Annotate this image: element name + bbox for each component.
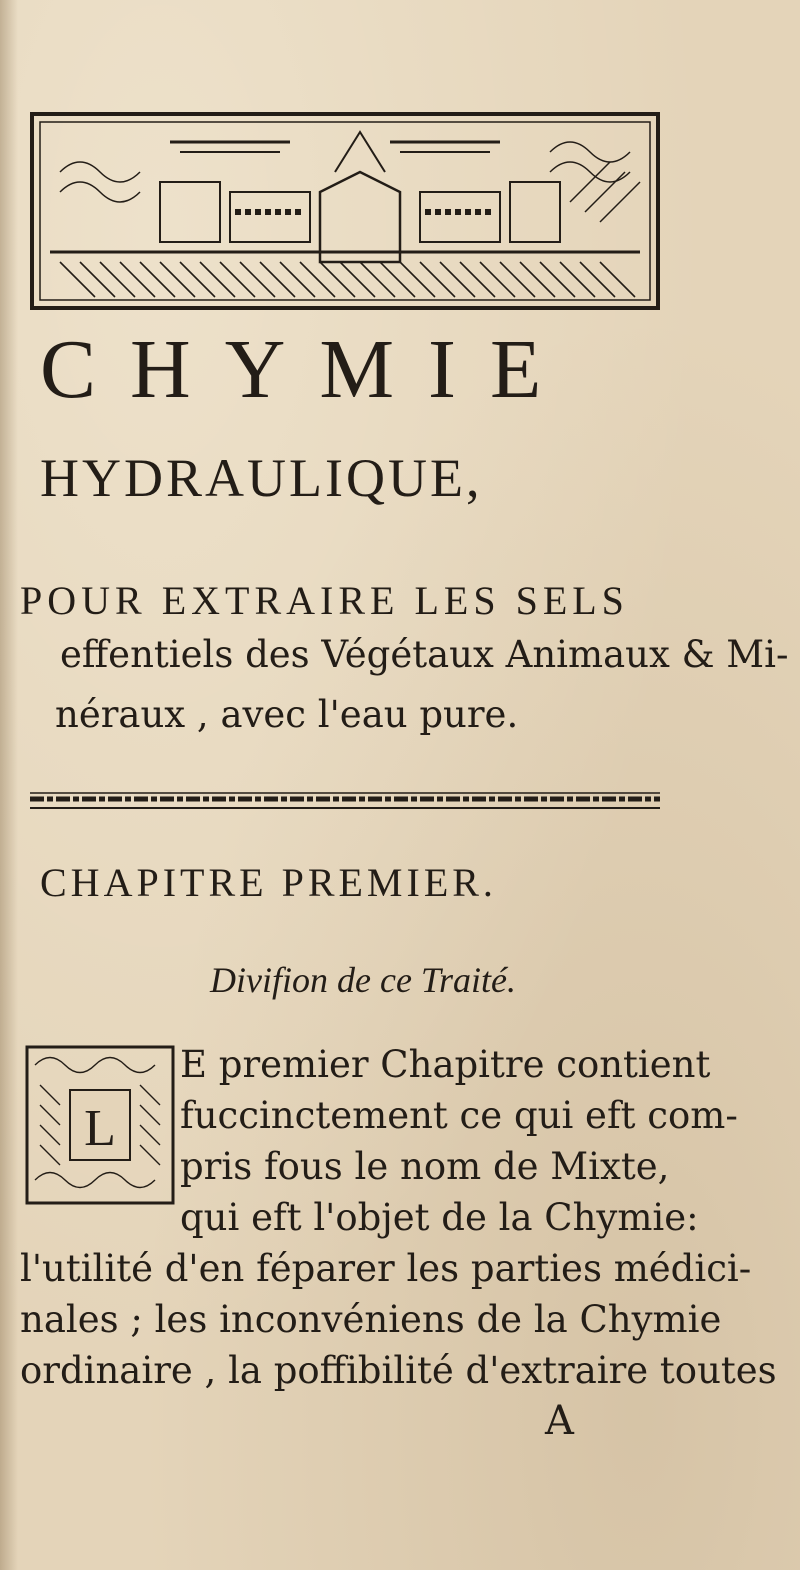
- section-title: Divifion de ce Traité.: [210, 960, 516, 1000]
- body-line: pris fous le nom de Mixte,: [180, 1145, 670, 1188]
- body-line: qui eft l'objet de la Chymie:: [180, 1196, 699, 1239]
- decorated-initial: [25, 1045, 175, 1205]
- subtitle-line-3: néraux , avec l'eau pure.: [55, 693, 519, 736]
- engraved-headpiece: [30, 112, 660, 310]
- page-title: CHYMIE: [40, 323, 576, 416]
- body-line: nales ; les inconvéniens de la Chymie: [20, 1298, 722, 1341]
- page-gutter-shadow: [0, 0, 18, 1570]
- subtitle-line-2: effentiels des Végétaux Animaux & Mi-: [60, 633, 789, 676]
- body-line: ordinaire , la poffibilité d'extraire toutes: [20, 1349, 777, 1392]
- page-subtitle: HYDRAULIQUE,: [40, 448, 483, 508]
- subtitle-line-1: POUR EXTRAIRE LES SELS: [20, 578, 629, 623]
- initial-letter: L: [84, 1100, 116, 1157]
- body-line: fuccinctement ce qui eft com-: [180, 1094, 738, 1137]
- body-line: l'utilité d'en féparer les parties médici-: [20, 1247, 752, 1290]
- body-line: E premier Chapitre contient: [180, 1043, 711, 1086]
- chapter-title: CHAPITRE PREMIER.: [40, 860, 497, 905]
- signature-mark: A: [545, 1398, 574, 1444]
- ornamental-rule: [30, 790, 660, 812]
